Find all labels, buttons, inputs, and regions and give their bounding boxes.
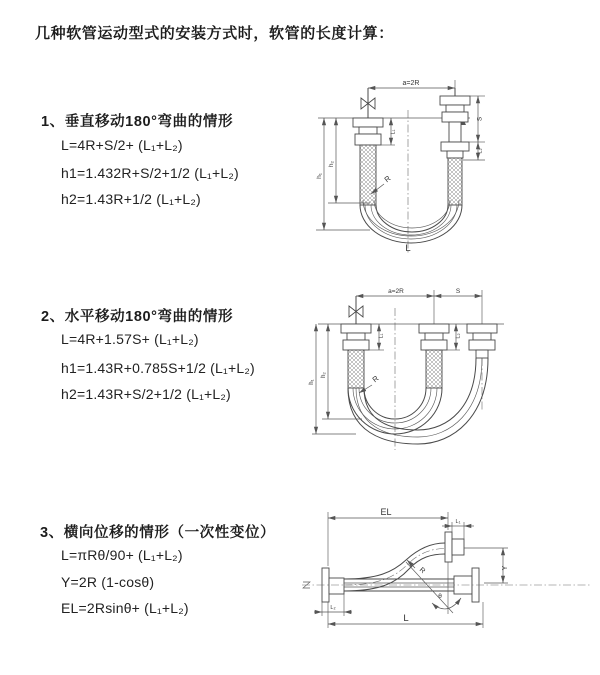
right-flange-neck [446, 105, 464, 112]
diagram-vertical-180-bend [308, 72, 588, 257]
hose-centerline [344, 549, 445, 586]
middle-fitting [419, 324, 449, 388]
section-1-formula-L: L=4R+S/2+ (L₁+L₂) [61, 137, 183, 153]
radius-line [406, 562, 453, 613]
right-flange-lower [441, 142, 469, 151]
left-flange-stub [329, 578, 344, 594]
hose-bend-position2 [356, 358, 482, 437]
right-pipe-neck [449, 122, 461, 142]
diagram-horizontal-180-bend [308, 282, 598, 457]
dim-label-l2: L₂ [330, 605, 336, 611]
dim-label-s: S [476, 116, 484, 122]
right-flange-top [440, 96, 470, 105]
hose-bend-position2 [363, 200, 459, 236]
left-flange [355, 134, 381, 145]
valve-icon [349, 306, 356, 317]
dim-label-h1: h₁ [316, 173, 323, 179]
diagram-lateral-displacement [298, 502, 598, 642]
dim-label-h2: h₂ [328, 160, 335, 168]
braided-hose-right [448, 158, 462, 205]
hose-bend-position2-inner [364, 358, 476, 430]
valve-icon [368, 98, 375, 109]
right-flange [442, 112, 468, 122]
dim-label-h1: h₁ [309, 379, 315, 385]
page-title: 几种软管运动型式的安装方式时，软管的长度计算： [35, 25, 394, 42]
dim-label-l1: L₁ [455, 519, 461, 525]
hose-curve-lower [344, 554, 445, 591]
left-flange-neck [359, 127, 377, 134]
left-flange [353, 118, 383, 127]
section-3-formula-Y: Y=2R (1-cosθ) [61, 574, 155, 590]
valve-icon [361, 98, 368, 109]
theta-arc [432, 598, 461, 609]
section-2-formula-h2: h2=1.43R+S/2+1/2 (L₁+L₂) [61, 386, 231, 402]
section-1-formula-h2: h2=1.43R+1/2 (L₁+L₂) [61, 191, 201, 207]
length-label: L [403, 613, 409, 624]
section-3-heading: 3、横向位移的情形（一次性变位） [40, 525, 276, 541]
dim-label-a2r: a=2R [402, 80, 420, 87]
dim-label-l2: L₂ [477, 148, 484, 154]
section-2-heading: 2、水平移动180°弯曲的情形 [41, 309, 234, 325]
dim-label-el: EL [380, 507, 392, 517]
hose-bend-position2-outer [348, 358, 488, 444]
moved-flange-stub [452, 539, 464, 555]
section-1-heading: 1、垂直移动180°弯曲的情形 [41, 114, 234, 130]
hose-bend [365, 205, 457, 239]
valve-icon [356, 306, 363, 317]
dim-label-s: S [455, 288, 461, 295]
radius-label: R [417, 566, 427, 576]
dim-label-l1: L₁ [378, 333, 385, 339]
section-3-formula-L: L=πRθ/90+ (L₁+L₂) [61, 547, 183, 563]
section-2-formula-L: L=4R+1.57S+ (L₁+L₂) [61, 331, 199, 347]
dim-label-y: Y [502, 565, 509, 571]
moved-flange-plate [445, 532, 452, 562]
right-fitting-moved [467, 324, 497, 358]
hose-curve-upper [344, 543, 445, 579]
section-3-formula-EL: EL=2Rsinθ+ (L₁+L₂) [61, 600, 189, 616]
radius-label: R [382, 173, 393, 185]
radius-label: R [370, 373, 381, 385]
section-2-formula-h1: h1=1.43R+0.785S+1/2 (L₁+L₂) [61, 360, 255, 376]
right-flange-lower-neck [447, 151, 463, 158]
braided-hose-left [360, 145, 376, 205]
dim-label-a2r: a=2R [388, 288, 404, 295]
dim-label-l1: L₁ [390, 129, 397, 135]
theta-label: θ [438, 593, 442, 600]
dim-label-h2: h₂ [321, 372, 327, 378]
length-label: L [405, 243, 411, 254]
dim-label-l2: L₂ [455, 333, 462, 339]
section-1-formula-h1: h1=1.432R+S/2+1/2 (L₁+L₂) [61, 165, 239, 181]
left-fitting [341, 324, 371, 388]
